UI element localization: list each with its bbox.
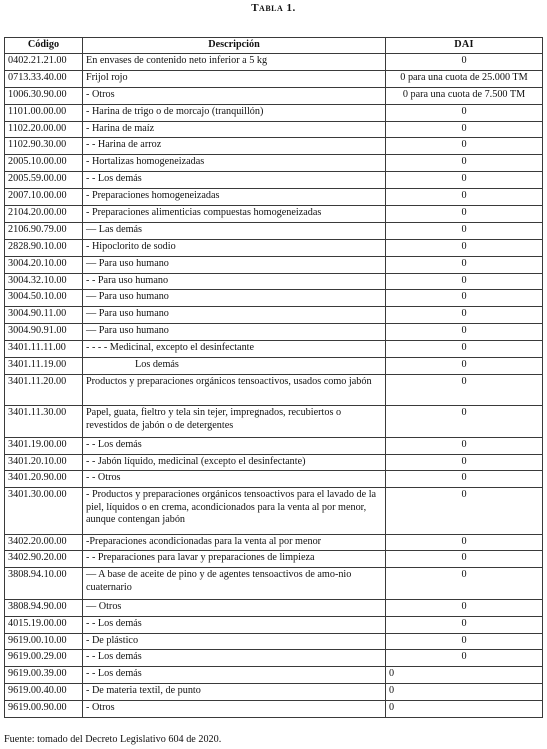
cell-dai: 0 (386, 684, 543, 701)
table-body (5, 54, 543, 718)
table-row (5, 633, 543, 650)
table-row (5, 341, 543, 358)
table-row (5, 701, 543, 718)
cell-dai: 0 (386, 54, 543, 71)
cell-code: 1102.90.30.00 (5, 138, 83, 155)
table-row (5, 406, 543, 437)
cell-description: - Hortalizas homogeneizadas (83, 155, 386, 172)
cell-description: - - Los demás (83, 437, 386, 454)
table-row (5, 650, 543, 667)
cell-description: — Para uso humano (83, 290, 386, 307)
table-row (5, 273, 543, 290)
table-row (5, 684, 543, 701)
cell-dai: 0 (386, 701, 543, 718)
source-note: Fuente: tomado del Decreto Legislativo 604 de 2020. (4, 734, 222, 745)
table-row (5, 222, 543, 239)
cell-code: 3808.94.90.00 (5, 599, 83, 616)
cell-dai: 0 para una cuota de 25.000 TM (386, 70, 543, 87)
cell-code: 3402.90.20.00 (5, 551, 83, 568)
cell-dai: 0 (386, 256, 543, 273)
table-row (5, 138, 543, 155)
cell-code: 9619.00.29.00 (5, 650, 83, 667)
cell-description: - - Preparaciones para lavar y preparaciones de limpieza (83, 551, 386, 568)
cell-code: 3401.11.20.00 (5, 374, 83, 405)
table-row (5, 290, 543, 307)
cell-description: - - Para uso humano (83, 273, 386, 290)
cell-description: — Las demás (83, 222, 386, 239)
table-row (5, 454, 543, 471)
cell-code: 3004.50.10.00 (5, 290, 83, 307)
cell-dai: 0 (386, 633, 543, 650)
table-row (5, 307, 543, 324)
table-row (5, 54, 543, 71)
cell-code: 1101.00.00.00 (5, 104, 83, 121)
cell-dai: 0 (386, 239, 543, 256)
cell-dai: 0 (386, 324, 543, 341)
cell-code: 0713.33.40.00 (5, 70, 83, 87)
cell-code: 3401.11.11.00 (5, 341, 83, 358)
tariff-table (4, 37, 543, 718)
cell-dai: 0 (386, 568, 543, 599)
cell-description: — Para uso humano (83, 324, 386, 341)
cell-dai: 0 (386, 406, 543, 437)
cell-dai: 0 (386, 104, 543, 121)
cell-dai: 0 (386, 534, 543, 551)
header-code: Código (5, 38, 83, 54)
cell-code: 2007.10.00.00 (5, 189, 83, 206)
cell-code: 9619.00.39.00 (5, 667, 83, 684)
header-dai: DAI (386, 38, 543, 54)
cell-code: 3401.11.19.00 (5, 358, 83, 375)
cell-dai: 0 (386, 374, 543, 405)
table-row (5, 87, 543, 104)
cell-description: — Para uso humano (83, 307, 386, 324)
cell-description: Papel, guata, fieltro y tela sin tejer, impregnados, recubiertos o revestidos de jabón o de detergentes (83, 406, 386, 437)
cell-dai: 0 (386, 437, 543, 454)
table-row (5, 155, 543, 172)
cell-code: 9619.00.90.00 (5, 701, 83, 718)
cell-code: 3402.20.00.00 (5, 534, 83, 551)
cell-description: — Otros (83, 599, 386, 616)
cell-description: - Preparaciones homogeneizadas (83, 189, 386, 206)
table-row (5, 599, 543, 616)
cell-dai: 0 (386, 155, 543, 172)
table-row (5, 437, 543, 454)
cell-code: 9619.00.40.00 (5, 684, 83, 701)
table-title: Tabla 1. (251, 2, 296, 14)
cell-dai: 0 (386, 454, 543, 471)
table-row (5, 104, 543, 121)
table-row (5, 70, 543, 87)
cell-code: 3004.20.10.00 (5, 256, 83, 273)
cell-dai: 0 (386, 121, 543, 138)
cell-description: Productos y preparaciones orgánicos tensoactivos, usados como jabón (83, 374, 386, 405)
cell-description: -Preparaciones acondicionadas para la venta al por menor (83, 534, 386, 551)
cell-description: - - Los demás (83, 650, 386, 667)
cell-code: 3401.11.30.00 (5, 406, 83, 437)
cell-description: — A base de aceite de pino y de agentes tensoactivos de amo-nio cuaternario (83, 568, 386, 599)
cell-dai: 0 (386, 138, 543, 155)
cell-dai: 0 (386, 488, 543, 534)
cell-description: - - Jabón líquido, medicinal (excepto el desinfectante) (83, 454, 386, 471)
cell-description: - Hipoclorito de sodio (83, 239, 386, 256)
cell-code: 0402.21.21.00 (5, 54, 83, 71)
table-row (5, 374, 543, 405)
cell-description: - Preparaciones alimenticias compuestas homogeneizadas (83, 206, 386, 223)
table-row (5, 616, 543, 633)
cell-description: - - Otros (83, 471, 386, 488)
cell-dai: 0 para una cuota de 7.500 TM (386, 87, 543, 104)
cell-description: En envases de contenido neto inferior a 5 kg (83, 54, 386, 71)
table-row (5, 471, 543, 488)
table-row (5, 568, 543, 599)
cell-description: - Harina de trigo o de morcajo (tranquillón) (83, 104, 386, 121)
cell-code: 3401.19.00.00 (5, 437, 83, 454)
cell-code: 3004.90.91.00 (5, 324, 83, 341)
table-row (5, 534, 543, 551)
cell-code: 3401.30.00.00 (5, 488, 83, 534)
cell-dai: 0 (386, 341, 543, 358)
cell-dai: 0 (386, 189, 543, 206)
cell-dai: 0 (386, 206, 543, 223)
cell-code: 2005.10.00.00 (5, 155, 83, 172)
table-row (5, 488, 543, 534)
cell-description: - Otros (83, 701, 386, 718)
cell-description: - - Los demás (83, 667, 386, 684)
cell-code: 2828.90.10.00 (5, 239, 83, 256)
cell-code: 9619.00.10.00 (5, 633, 83, 650)
cell-code: 1006.30.90.00 (5, 87, 83, 104)
cell-description: - Harina de maíz (83, 121, 386, 138)
cell-code: 2005.59.00.00 (5, 172, 83, 189)
cell-dai: 0 (386, 273, 543, 290)
cell-dai: 0 (386, 599, 543, 616)
cell-description: - - - - Medicinal, excepto el desinfectante (83, 341, 386, 358)
cell-description: - Productos y preparaciones orgánicos tensoactivos para el lavado de la piel, líquidos o en crema, acondicionados para la venta al por menor, aunque contengan jabón (83, 488, 386, 534)
table-row (5, 358, 543, 375)
table-row (5, 551, 543, 568)
cell-dai: 0 (386, 222, 543, 239)
table-row (5, 189, 543, 206)
cell-description: — Para uso humano (83, 256, 386, 273)
cell-dai: 0 (386, 616, 543, 633)
cell-code: 2106.90.79.00 (5, 222, 83, 239)
table-row (5, 667, 543, 684)
cell-code: 3401.20.10.00 (5, 454, 83, 471)
cell-dai: 0 (386, 667, 543, 684)
cell-description: Los demás (83, 358, 386, 375)
cell-code: 3004.90.11.00 (5, 307, 83, 324)
cell-code: 3808.94.10.00 (5, 568, 83, 599)
cell-code: 4015.19.00.00 (5, 616, 83, 633)
cell-description: - - Los demás (83, 616, 386, 633)
cell-dai: 0 (386, 650, 543, 667)
table-row (5, 172, 543, 189)
table-row (5, 256, 543, 273)
cell-code: 3401.20.90.00 (5, 471, 83, 488)
header-row (5, 38, 543, 54)
cell-dai: 0 (386, 172, 543, 189)
table-row (5, 121, 543, 138)
cell-description: - - Harina de arroz (83, 138, 386, 155)
table-row (5, 324, 543, 341)
cell-code: 1102.20.00.00 (5, 121, 83, 138)
cell-dai: 0 (386, 551, 543, 568)
cell-description: - - Los demás (83, 172, 386, 189)
cell-description: - De plástico (83, 633, 386, 650)
cell-dai: 0 (386, 307, 543, 324)
table-row (5, 239, 543, 256)
cell-description: Frijol rojo (83, 70, 386, 87)
cell-dai: 0 (386, 358, 543, 375)
cell-dai: 0 (386, 290, 543, 307)
cell-description: - De materia textil, de punto (83, 684, 386, 701)
cell-code: 2104.20.00.00 (5, 206, 83, 223)
cell-description: - Otros (83, 87, 386, 104)
cell-dai: 0 (386, 471, 543, 488)
header-description: Descripción (83, 38, 386, 54)
cell-code: 3004.32.10.00 (5, 273, 83, 290)
table-row (5, 206, 543, 223)
